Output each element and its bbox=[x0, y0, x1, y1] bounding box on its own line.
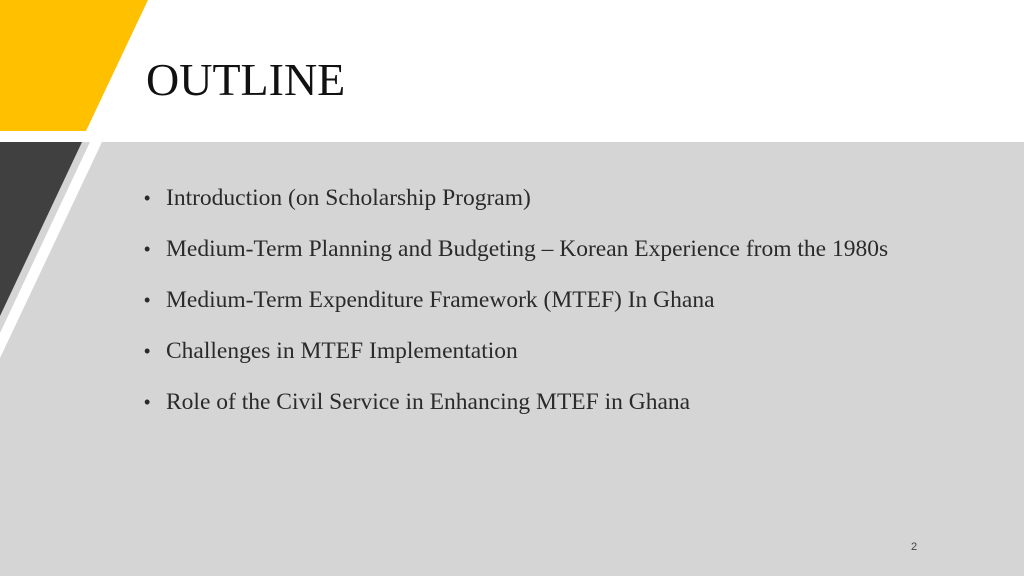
bullet-icon: • bbox=[144, 392, 151, 412]
yellow-accent-shape bbox=[0, 0, 148, 131]
outline-item-text: Medium-Term Planning and Budgeting – Korean Experience from the 1980s bbox=[166, 236, 889, 262]
outline-item bbox=[144, 388, 904, 416]
outline-list bbox=[144, 184, 904, 439]
outline-item bbox=[144, 235, 904, 263]
page-number: 2 bbox=[910, 541, 918, 553]
slide-title: OUTLINE bbox=[146, 54, 346, 105]
outline-item bbox=[144, 286, 904, 314]
outline-item-text: Medium-Term Expenditure Framework (MTEF) In Ghana bbox=[166, 287, 715, 313]
bullet-icon: • bbox=[144, 290, 151, 310]
bullet-icon: • bbox=[144, 188, 151, 208]
outline-item bbox=[144, 184, 904, 212]
bullet-icon: • bbox=[144, 341, 151, 361]
dark-accent-shape bbox=[0, 142, 82, 316]
outline-item-text: Introduction (on Scholarship Program) bbox=[166, 185, 531, 211]
bullet-icon: • bbox=[144, 239, 151, 259]
outline-item-text: Role of the Civil Service in Enhancing MTEF in Ghana bbox=[166, 389, 691, 415]
outline-item-text: Challenges in MTEF Implementation bbox=[166, 338, 518, 364]
outline-item bbox=[144, 337, 904, 365]
